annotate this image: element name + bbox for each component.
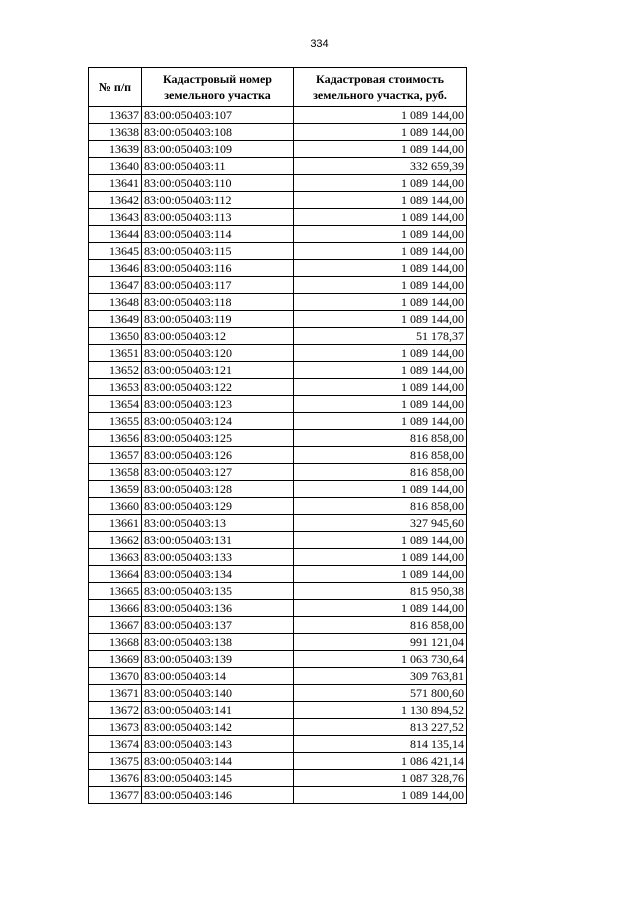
- cadastral-number-cell: 83:00:050403:144: [142, 753, 294, 770]
- table-row: [89, 362, 467, 379]
- row-number-cell: 13669: [89, 651, 142, 668]
- cadastral-value-cell: 1 089 144,00: [294, 107, 467, 124]
- table-row: [89, 668, 467, 685]
- row-number-cell: 13645: [89, 243, 142, 260]
- cadastral-number-cell: 83:00:050403:131: [142, 532, 294, 549]
- row-number-cell: 13651: [89, 345, 142, 362]
- cadastral-number-cell: 83:00:050403:141: [142, 702, 294, 719]
- cadastral-number-cell: 83:00:050403:142: [142, 719, 294, 736]
- cadastral-value-cell: 1 089 144,00: [294, 311, 467, 328]
- cadastral-number-cell: 83:00:050403:121: [142, 362, 294, 379]
- cadastral-number-cell: 83:00:050403:117: [142, 277, 294, 294]
- table-row: [89, 124, 467, 141]
- row-number-cell: 13658: [89, 464, 142, 481]
- header-cadastral-value: Кадастровая стоимость земельного участка, руб.: [294, 68, 467, 107]
- row-number-cell: 13675: [89, 753, 142, 770]
- header-row: [89, 68, 467, 107]
- row-number-cell: 13662: [89, 532, 142, 549]
- cadastral-number-cell: 83:00:050403:129: [142, 498, 294, 515]
- table-row: [89, 481, 467, 498]
- cadastral-value-cell: 51 178,37: [294, 328, 467, 345]
- header-cadastral-number: Кадастровый номер земельного участка: [142, 68, 294, 107]
- table-row: [89, 617, 467, 634]
- cadastral-number-cell: 83:00:050403:137: [142, 617, 294, 634]
- cadastral-number-cell: 83:00:050403:134: [142, 566, 294, 583]
- cadastral-value-cell: 1 089 144,00: [294, 787, 467, 804]
- cadastral-number-cell: 83:00:050403:127: [142, 464, 294, 481]
- table-row: [89, 583, 467, 600]
- table-row: [89, 515, 467, 532]
- cadastral-value-cell: 1 089 144,00: [294, 413, 467, 430]
- cadastral-value-cell: 816 858,00: [294, 498, 467, 515]
- row-number-cell: 13663: [89, 549, 142, 566]
- cadastral-value-cell: 1 089 144,00: [294, 141, 467, 158]
- table-row: [89, 549, 467, 566]
- cadastral-number-cell: 83:00:050403:123: [142, 396, 294, 413]
- cadastral-value-cell: 332 659,39: [294, 158, 467, 175]
- cadastral-value-cell: 1 089 144,00: [294, 600, 467, 617]
- cadastral-number-cell: 83:00:050403:12: [142, 328, 294, 345]
- row-number-cell: 13649: [89, 311, 142, 328]
- table-row: [89, 430, 467, 447]
- cadastral-number-cell: 83:00:050403:116: [142, 260, 294, 277]
- row-number-cell: 13652: [89, 362, 142, 379]
- cadastral-value-cell: 1 089 144,00: [294, 396, 467, 413]
- table-header: [89, 68, 467, 107]
- row-number-cell: 13656: [89, 430, 142, 447]
- table-row: [89, 702, 467, 719]
- cadastral-value-cell: 816 858,00: [294, 617, 467, 634]
- table-row: [89, 209, 467, 226]
- cadastral-number-cell: 83:00:050403:146: [142, 787, 294, 804]
- cadastral-number-cell: 83:00:050403:143: [142, 736, 294, 753]
- table-body: [89, 107, 467, 804]
- table-row: [89, 226, 467, 243]
- row-number-cell: 13657: [89, 447, 142, 464]
- cadastral-value-cell: 1 089 144,00: [294, 192, 467, 209]
- row-number-cell: 13667: [89, 617, 142, 634]
- cadastral-number-cell: 83:00:050403:133: [142, 549, 294, 566]
- row-number-cell: 13664: [89, 566, 142, 583]
- cadastral-number-cell: 83:00:050403:109: [142, 141, 294, 158]
- table-row: [89, 719, 467, 736]
- table-row: [89, 328, 467, 345]
- cadastral-value-cell: 1 063 730,64: [294, 651, 467, 668]
- cadastral-value-cell: 816 858,00: [294, 430, 467, 447]
- cadastral-number-cell: 83:00:050403:119: [142, 311, 294, 328]
- cadastral-value-cell: 1 130 894,52: [294, 702, 467, 719]
- cadastral-number-cell: 83:00:050403:122: [142, 379, 294, 396]
- table-row: [89, 379, 467, 396]
- cadastral-value-cell: 816 858,00: [294, 447, 467, 464]
- cadastral-number-cell: 83:00:050403:112: [142, 192, 294, 209]
- cadastral-value-cell: 1 089 144,00: [294, 379, 467, 396]
- row-number-cell: 13647: [89, 277, 142, 294]
- row-number-cell: 13665: [89, 583, 142, 600]
- table-row: [89, 294, 467, 311]
- table-row: [89, 532, 467, 549]
- cadastral-number-cell: 83:00:050403:128: [142, 481, 294, 498]
- row-number-cell: 13670: [89, 668, 142, 685]
- table-row: [89, 787, 467, 804]
- cadastral-value-cell: 1 089 144,00: [294, 566, 467, 583]
- table-row: [89, 753, 467, 770]
- cadastral-value-cell: 1 089 144,00: [294, 243, 467, 260]
- row-number-cell: 13642: [89, 192, 142, 209]
- row-number-cell: 13650: [89, 328, 142, 345]
- row-number-cell: 13653: [89, 379, 142, 396]
- table-row: [89, 243, 467, 260]
- table-row: [89, 651, 467, 668]
- row-number-cell: 13659: [89, 481, 142, 498]
- cadastral-value-cell: 1 089 144,00: [294, 532, 467, 549]
- table-row: [89, 345, 467, 362]
- cadastral-value-cell: 1 086 421,14: [294, 753, 467, 770]
- table-row: [89, 396, 467, 413]
- cadastral-value-cell: 1 089 144,00: [294, 226, 467, 243]
- row-number-cell: 13654: [89, 396, 142, 413]
- cadastral-number-cell: 83:00:050403:135: [142, 583, 294, 600]
- cadastral-value-cell: 1 087 328,76: [294, 770, 467, 787]
- table-row: [89, 464, 467, 481]
- table-row: [89, 685, 467, 702]
- cadastral-value-cell: 1 089 144,00: [294, 124, 467, 141]
- cadastral-number-cell: 83:00:050403:136: [142, 600, 294, 617]
- cadastral-value-cell: 1 089 144,00: [294, 260, 467, 277]
- table-row: [89, 175, 467, 192]
- table-row: [89, 634, 467, 651]
- table-row: [89, 498, 467, 515]
- row-number-cell: 13644: [89, 226, 142, 243]
- table-row: [89, 141, 467, 158]
- cadastral-value-cell: 1 089 144,00: [294, 362, 467, 379]
- cadastral-number-cell: 83:00:050403:139: [142, 651, 294, 668]
- table-row: [89, 158, 467, 175]
- row-number-cell: 13641: [89, 175, 142, 192]
- row-number-cell: 13661: [89, 515, 142, 532]
- cadastral-number-cell: 83:00:050403:115: [142, 243, 294, 260]
- cadastral-number-cell: 83:00:050403:11: [142, 158, 294, 175]
- cadastral-value-cell: 1 089 144,00: [294, 481, 467, 498]
- row-number-cell: 13674: [89, 736, 142, 753]
- cadastral-number-cell: 83:00:050403:120: [142, 345, 294, 362]
- cadastral-number-cell: 83:00:050403:124: [142, 413, 294, 430]
- cadastral-number-cell: 83:00:050403:125: [142, 430, 294, 447]
- cadastral-number-cell: 83:00:050403:13: [142, 515, 294, 532]
- row-number-cell: 13648: [89, 294, 142, 311]
- cadastral-value-cell: 813 227,52: [294, 719, 467, 736]
- cadastral-value-cell: 1 089 144,00: [294, 549, 467, 566]
- cadastral-number-cell: 83:00:050403:140: [142, 685, 294, 702]
- cadastral-value-cell: 309 763,81: [294, 668, 467, 685]
- row-number-cell: 13677: [89, 787, 142, 804]
- table-row: [89, 260, 467, 277]
- row-number-cell: 13676: [89, 770, 142, 787]
- page-number: 334: [310, 38, 329, 50]
- cadastral-value-cell: 1 089 144,00: [294, 209, 467, 226]
- table-row: [89, 277, 467, 294]
- cadastral-number-cell: 83:00:050403:138: [142, 634, 294, 651]
- cadastral-value-table: [88, 67, 467, 804]
- cadastral-number-cell: 83:00:050403:113: [142, 209, 294, 226]
- table-row: [89, 413, 467, 430]
- cadastral-value-cell: 1 089 144,00: [294, 345, 467, 362]
- cadastral-number-cell: 83:00:050403:110: [142, 175, 294, 192]
- cadastral-value-cell: 991 121,04: [294, 634, 467, 651]
- row-number-cell: 13646: [89, 260, 142, 277]
- table-row: [89, 447, 467, 464]
- cadastral-value-cell: 814 135,14: [294, 736, 467, 753]
- row-number-cell: 13671: [89, 685, 142, 702]
- row-number-cell: 13666: [89, 600, 142, 617]
- row-number-cell: 13672: [89, 702, 142, 719]
- table-row: [89, 770, 467, 787]
- row-number-cell: 13637: [89, 107, 142, 124]
- cadastral-value-cell: 571 800,60: [294, 685, 467, 702]
- row-number-cell: 13640: [89, 158, 142, 175]
- cadastral-value-cell: 816 858,00: [294, 464, 467, 481]
- cadastral-number-cell: 83:00:050403:145: [142, 770, 294, 787]
- row-number-cell: 13639: [89, 141, 142, 158]
- cadastral-number-cell: 83:00:050403:118: [142, 294, 294, 311]
- cadastral-number-cell: 83:00:050403:114: [142, 226, 294, 243]
- table-row: [89, 192, 467, 209]
- cadastral-number-cell: 83:00:050403:126: [142, 447, 294, 464]
- row-number-cell: 13668: [89, 634, 142, 651]
- row-number-cell: 13673: [89, 719, 142, 736]
- header-num: № п/п: [89, 68, 142, 107]
- row-number-cell: 13643: [89, 209, 142, 226]
- cadastral-value-cell: 327 945,60: [294, 515, 467, 532]
- table-row: [89, 600, 467, 617]
- table-row: [89, 107, 467, 124]
- cadastral-value-cell: 1 089 144,00: [294, 294, 467, 311]
- cadastral-number-cell: 83:00:050403:14: [142, 668, 294, 685]
- row-number-cell: 13655: [89, 413, 142, 430]
- cadastral-value-cell: 815 950,38: [294, 583, 467, 600]
- row-number-cell: 13638: [89, 124, 142, 141]
- table-row: [89, 566, 467, 583]
- table-row: [89, 736, 467, 753]
- row-number-cell: 13660: [89, 498, 142, 515]
- cadastral-value-cell: 1 089 144,00: [294, 277, 467, 294]
- table-row: [89, 311, 467, 328]
- cadastral-number-cell: 83:00:050403:107: [142, 107, 294, 124]
- cadastral-value-cell: 1 089 144,00: [294, 175, 467, 192]
- cadastral-number-cell: 83:00:050403:108: [142, 124, 294, 141]
